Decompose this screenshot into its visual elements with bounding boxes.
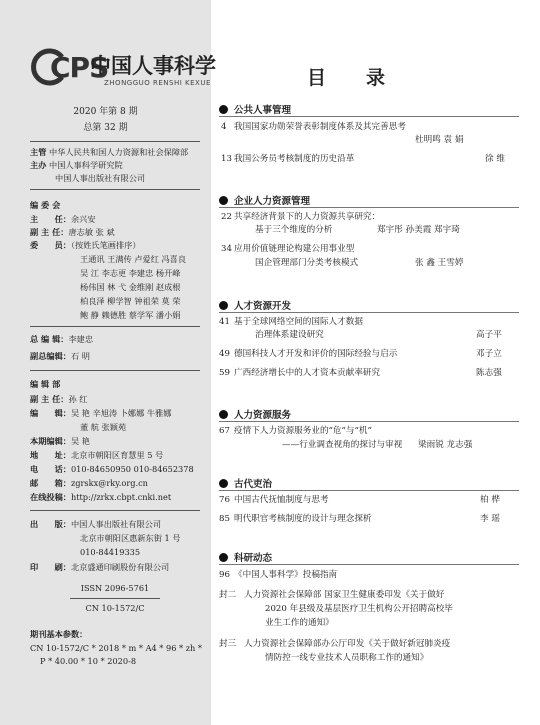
- divider: [70, 598, 160, 599]
- toc-entry-title[interactable]: 人力资源社会保障部 国家卫生健康委印发《关于做好: [244, 590, 445, 600]
- editors-row-2: 董 航 张颖苑: [80, 422, 127, 432]
- vice-chair-row: 副 主 任：唐志敏 张 斌: [30, 227, 115, 237]
- publisher-phone: 010-84419335: [80, 547, 141, 557]
- toc-entry-authors: 杜明鸣 袁 娟: [415, 135, 464, 145]
- toc-entry-page: 96: [219, 570, 230, 580]
- member-line: 王通讯 王满传 卢爱红 冯喜良: [80, 254, 187, 264]
- address-row: 地 址：北京市朝阳区育慧里 5 号: [30, 450, 164, 460]
- toc-entry-page: 4: [221, 122, 227, 132]
- board-heading: 编 委 会: [30, 200, 61, 210]
- dept-heading: 编 辑 部: [30, 379, 61, 389]
- journal-name-en: ZHONGGUO RENSHI KEXUE: [104, 79, 211, 87]
- toc-entry-page: 13: [221, 154, 232, 164]
- toc-entry-authors: 李 瑶: [480, 514, 500, 524]
- toc-entry-page: 85: [219, 514, 230, 524]
- bullet-icon: [219, 105, 228, 114]
- logo-letters: CPS: [50, 51, 109, 84]
- toc-entry-authors: 张 鑫 王雪婷: [415, 258, 464, 268]
- toc-title: 目录: [307, 67, 426, 89]
- divider: [30, 326, 200, 327]
- toc-section: 人力资源服务: [219, 407, 291, 421]
- toc-entry-authors: 高子平: [476, 330, 502, 340]
- bullet-icon: [219, 410, 228, 419]
- members-row: 委 员：（按姓氏笔画排序）: [30, 240, 141, 250]
- deputy-editor-row: 副总编辑：石 明: [30, 351, 90, 361]
- member-line: 杨伟国 林 弋 金维刚 赵成根: [80, 282, 181, 292]
- sponsor-row: 主管 中华人民共和国人力资源和社会保障部: [30, 147, 189, 157]
- journal-name: 中国人事科学: [90, 54, 216, 78]
- section-rule: [219, 421, 519, 422]
- params-line-1: CN 10-1572/C * 2018 * m * A4 * 96 * zh *: [30, 643, 202, 653]
- toc-entry-title[interactable]: 我国国家功勋荣誉表彰制度体系及其完善思考: [234, 122, 406, 132]
- divider: [30, 189, 200, 190]
- email-row: 邮 箱：zgrskx@rky.org.cn: [30, 478, 148, 488]
- section-rule: [219, 312, 519, 313]
- editor-in-chief-row: 总 编 辑：李建忠: [30, 334, 94, 344]
- section-rule: [219, 116, 519, 117]
- toc-entry-title[interactable]: 应用价值链理论构建公用事业型: [234, 244, 355, 254]
- toc-entry-page: 22: [221, 212, 232, 222]
- member-line: 鲍 静 赖德胜 蔡学军 潘小娟: [80, 310, 181, 320]
- chair-row: 主 任：余兴安: [30, 214, 96, 224]
- toc-entry-page: 76: [219, 495, 230, 505]
- params-line-2: P * 40.00 * 10 * 2020-8: [40, 656, 137, 666]
- toc-entry-page: 封三: [219, 639, 237, 649]
- online-submit-row: 在线投稿：http://zrkx.cbpt.cnki.net: [30, 492, 172, 502]
- toc-entry-title[interactable]: 疫情下人力资源服务业的“危”与“机”: [234, 426, 372, 436]
- toc-entry-authors: 郑宇彤 孙美霞 郑宇琦: [377, 225, 460, 235]
- issn: ISSN 2096-5761: [80, 583, 150, 593]
- toc-entry-title[interactable]: 中国古代抚恤制度与思考: [234, 495, 329, 505]
- toc-entry-authors: 柏 桦: [480, 495, 500, 505]
- toc-entry-title-cont: 基于三个维度的分析: [255, 225, 333, 235]
- editors-row: 编 辑：吴 艳 辛旭涛 卜娜娜 牛雅娜: [30, 408, 172, 418]
- dept-vice-row: 副 主 任：孙 红: [30, 394, 88, 404]
- host-row: 主办 中国人事科学研究院: [30, 160, 123, 170]
- member-line: 吴 江 李志更 李建忠 杨开峰: [80, 268, 181, 278]
- toc-entry-title-cont: 情防控一线专业技术人员职称工作的通知》: [265, 653, 429, 663]
- toc-entry-title-cont: 治理体系建设研究: [255, 330, 324, 340]
- host-row-2: 中国人事出版社有限公司: [55, 173, 146, 183]
- toc-entry-title[interactable]: 广西经济增长中的人才资本贡献率研究: [234, 368, 381, 378]
- toc-entry-page: 41: [219, 317, 230, 327]
- divider: [30, 141, 200, 142]
- phone-row: 电 话：010-84650950 010-84652378: [30, 464, 194, 474]
- toc-entry-title-cont: 国企管理部门分类考核模式: [255, 258, 359, 268]
- toc-entry-authors: 陈志强: [476, 368, 502, 378]
- toc-section: 人才资源开发: [219, 298, 291, 312]
- toc-entry-page: 封二: [219, 590, 237, 600]
- toc-entry-title[interactable]: 共享经济背景下的人力资源共享研究：: [234, 212, 381, 222]
- toc-entry-authors: 邓子立: [476, 349, 502, 359]
- toc-section: 古代吏治: [219, 476, 272, 490]
- bullet-icon: [219, 196, 228, 205]
- toc-entry-title[interactable]: 德国科技人才开发和评价的国际经验与启示: [234, 349, 398, 359]
- section-rule: [219, 207, 519, 208]
- toc-entry-authors: 徐 维: [485, 154, 505, 164]
- params-heading: 期刊基本参数：: [30, 629, 88, 639]
- member-line: 柏良泽 柳学智 钟祖荣 莫 荣: [80, 296, 181, 306]
- toc-entry-title-cont: 业生工作的通知》: [265, 618, 334, 628]
- bullet-icon: [219, 479, 228, 488]
- issue-number: 2020 年第 8 期: [73, 107, 138, 117]
- printer-row: 印 刷：北京盛通印刷股份有限公司: [30, 562, 170, 572]
- bullet-icon: [219, 553, 228, 562]
- toc-entry-page: 49: [219, 349, 230, 359]
- section-rule: [219, 490, 519, 491]
- cn-number: CN 10-1572/C: [85, 603, 145, 613]
- toc-entry-page: 59: [219, 368, 230, 378]
- toc-entry-page: 67: [219, 426, 230, 436]
- divider: [30, 370, 200, 371]
- divider: [30, 510, 200, 511]
- total-issue-number: 总第 32 期: [83, 123, 128, 133]
- toc-entry-title[interactable]: 人力资源社会保障部办公厅印发《关于做好新冠肺炎疫: [244, 639, 451, 649]
- toc-entry-authors: 梁雨锐 龙志强: [418, 440, 473, 450]
- toc-entry-title-cont: 2020 年县级及基层医疗卫生机构公开招聘高校毕: [265, 604, 453, 614]
- publisher-row: 出 版：中国人事出版社有限公司: [30, 519, 162, 529]
- bullet-icon: [219, 301, 228, 310]
- publisher-address: 北京市朝阳区惠新东街 1 号: [80, 533, 181, 543]
- section-rule: [219, 564, 519, 565]
- toc-entry-page: 34: [221, 244, 232, 254]
- toc-entry-title[interactable]: 我国公务员考核制度的历史沿革: [234, 154, 355, 164]
- toc-section: 企业人力资源管理: [219, 193, 310, 207]
- toc-entry-title-cont: ——行业调查视角的探讨与审视: [282, 440, 403, 450]
- toc-section: 公共人事管理: [219, 102, 291, 116]
- toc-entry-title[interactable]: 《中国人事科学》投稿指南: [234, 570, 338, 580]
- toc-entry-title[interactable]: 明代职官考核制度的设计与理念探析: [234, 514, 372, 524]
- toc-entry-title[interactable]: 基于全球网络空间的国际人才数据: [234, 317, 363, 327]
- issue-editor-row: 本期编辑：吴 艳: [30, 436, 90, 446]
- toc-section: 科研动态: [219, 550, 272, 564]
